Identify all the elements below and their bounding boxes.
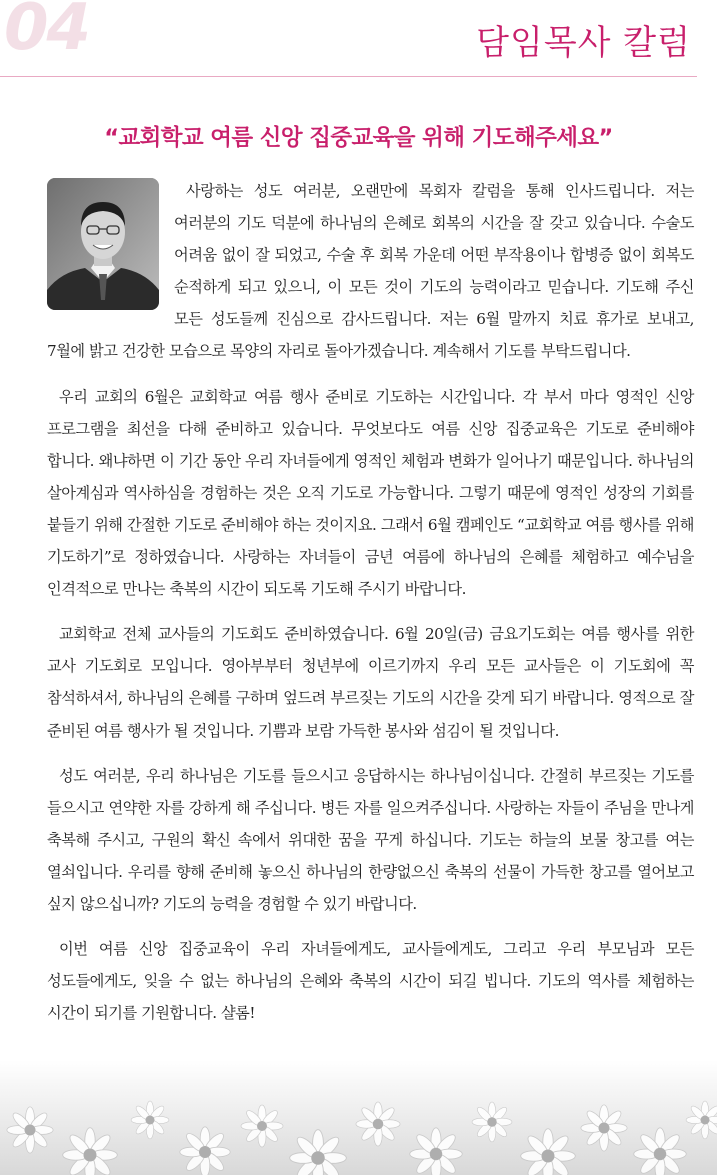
article-headline: “교회학교 여름 신앙 집중교육을 위해 기도해주세요”: [104, 125, 613, 151]
article-paragraph: 사랑하는 성도 여러분, 오랜만에 목회자 칼럼을 통해 인사드립니다. 저는 여러분의 기도 덕분에 하나님의 은혜로 회복의 시간을 잘 갖고 있습니다. 수술도 어려움 없이 잘 되었고, 수술 후 회복 가운데 어떤 부작용이나 합병증 없이 회복도 순적하게 되고 있으니, 이 모든 것이 기도의 능력이라고 믿습니다. 기도해 주신 모든 성도들께 진심으로 감사드립니다. 저는 6월 말까지 치료 휴가로 보내고, 7월에 밝고 건강한 모습으로 목양의 자리로 돌아가겠습니다. 계속해서 기도를 부탁드립니다.: [47, 182, 694, 361]
header-divider: [0, 76, 697, 77]
article-paragraph: 이번 여름 신앙 집중교육이 우리 자녀들에게도, 교사들에게도, 그리고 우리 부모님과 모든 성도들에게도, 잊을 수 없는 하나님의 은혜와 축복의 시간이 되길 빕니다. 기도의 역사를 체험하는 시간이 되기를 기원합니다. 샬롬!: [47, 940, 694, 1023]
flower-footer-decoration: [0, 1060, 717, 1175]
pastor-portrait: [47, 178, 159, 310]
section-title: 담임목사 칼럼: [476, 23, 691, 63]
article-body: [47, 175, 694, 1029]
article-paragraph: 교회학교 전체 교사들의 기도회도 준비하였습니다. 6월 20일(금) 금요기도회는 여름 행사를 위한 교사 기도회로 모입니다. 영아부부터 청년부에 이르기까지 우리 모든 교사들은 이 기도회에 꼭 참석하셔서, 하나님의 은혜를 구하며 엎드려 부르짖는 기도의 시간을 갖게 되기 바랍니다. 영적으로 잘 준비된 여름 행사가 될 것입니다. 기쁨과 보람 가득한 봉사와 섬김이 될 것입니다.: [47, 625, 694, 740]
article-paragraph: 우리 교회의 6월은 교회학교 여름 행사 준비로 기도하는 시간입니다. 각 부서 마다 영적인 신앙 프로그램을 최선을 다해 준비하고 있습니다. 무엇보다도 여름 신앙 집중교육은 기도로 준비해야 합니다. 왜냐하면 이 기간 동안 우리 자녀들에게 영적인 체험과 변화가 일어나기 때문입니다. 하나님의 살아계심과 역사하심을 경험하는 것은 오직 기도로 가능합니다. 그렇기 때문에 영적인 성장의 기회를 붙들기 위해 간절한 기도로 준비해야 하는 것이지요. 그래서 6월 캠페인도 “교회학교 여름 행사를 위해 기도하기”로 정하였습니다. 사랑하는 자녀들이 금년 여름에 하나님의 은혜를 체험하고 예수님을 인격적으로 만나는 축복의 시간이 되도록 기도해 주시기 바랍니다.: [47, 387, 694, 599]
article-paragraph: 성도 여러분, 우리 하나님은 기도를 들으시고 응답하시는 하나님이십니다. 간절히 부르짖는 기도를 들으시고 연약한 자를 강하게 해 주십니다. 병든 자를 일으켜주십니다. 사랑하는 자들이 주님을 만나게 축복해 주시고, 구원의 확신 속에서 위대한 꿈을 꾸게 하십니다. 기도는 하늘의 보물 창고를 여는 열쇠입니다. 우리를 향해 준비해 놓으신 하나님의 한량없으신 축복의 선물이 가득한 창고를 열어보고 싶지 않으십니까? 기도의 능력을 경험할 수 있기 바랍니다.: [47, 766, 694, 913]
page-number: 04: [4, 0, 90, 65]
